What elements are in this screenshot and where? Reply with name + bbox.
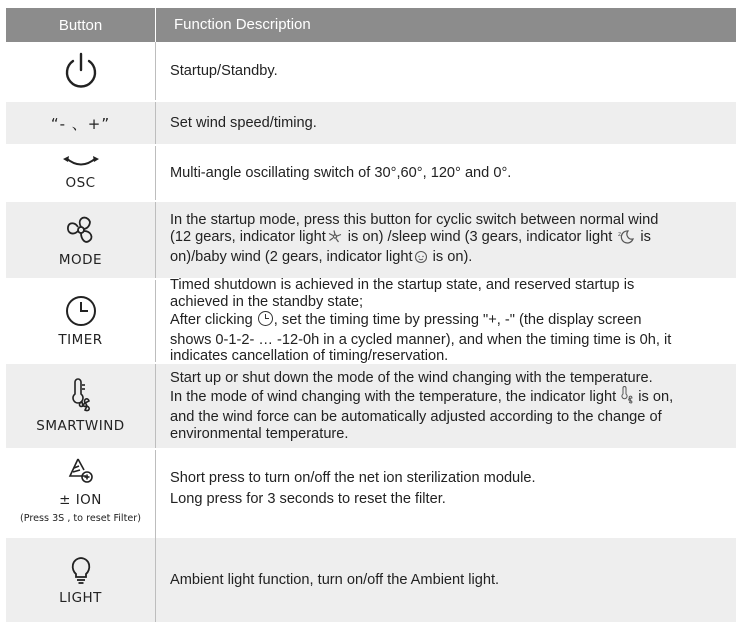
clock-icon [64,294,98,328]
oscillate-arrows-icon [61,155,101,171]
smartwind-indicator-icon [620,386,634,409]
row-description: Ambient light function, turn on/off the Ambient light. [170,571,500,588]
clock-inline-icon [257,310,274,332]
table-row-speed [6,102,736,144]
button-label: LIGHT [59,590,102,606]
ion-icon [66,456,96,486]
row-description: Short press to turn on/off the net ion sterilization module. [170,470,536,486]
mode-swirl-icon [63,212,99,248]
svg-text:z: z [618,231,622,239]
table-header [6,8,736,42]
bulb-icon [68,554,94,586]
table-row-smartwind: SMARTWIND Start up or shut down the mode of the wind changing with the temperature. In the mode of wind changing with the temperature, the indicator light is on, and the wind force can be automatically adjusted according to the change of environmental temperature. [6,364,736,448]
button-note: (Press 3S , to reset Filter) [20,513,141,524]
table-row-ion: ± ION (Press 3S , to reset Filter) Short press to turn on/off the net ion sterilization module. Long press for 3 seconds to reset the filter. [6,450,736,542]
row-description: In the startup mode, press this button for cyclic switch between normal wind [170,211,659,228]
baby-wind-indicator-icon [413,249,429,269]
button-label: MODE [58,252,103,268]
table-row-mode: MODE In the startup mode, press this button for cyclic switch between normal wind (12 gears, indicator light is on) /sleep wind (3 gears, indicator light z is on)/baby wind (2 gears, indicator light is on). [6,202,736,278]
table-row-light [6,538,736,622]
table-row-osc [6,146,736,200]
button-label: TIMER [58,332,103,348]
row-description: Set wind speed/timing. [170,114,317,131]
normal-wind-indicator-icon [326,229,344,249]
table-row-power [6,42,736,100]
table-row-timer: TIMER Timed shutdown is achieved in the startup state, and reserved startup is achieved in the standby state; After clicking , set the timing time by pressing "+, -" (the display screen shows 0-1-2- … -12-0h in a cycled manner), and when the timing time is 0h, it indicates cancellation of timing/reservation. [6,280,736,362]
power-icon [61,51,101,91]
row-description: Timed shutdown is achieved in the startup state, and reserved startup is [170,277,635,294]
header-description: Function Description [174,15,311,33]
button-label: OSC [65,175,96,191]
row-description: Multi-angle oscillating switch of 30°,60°, 120° and 0°. [170,164,512,181]
row-description: Start up or shut down the mode of the wind changing with the temperature. [170,369,653,386]
sleep-wind-indicator-icon [616,228,636,249]
button-label: ± ION [59,492,102,508]
header-button: Button [6,8,156,42]
row-description: Startup/Standby. [170,62,278,79]
thermometer-fan-icon [67,378,95,414]
button-label: SMARTWIND [36,418,125,434]
minus-plus-label: “- 、+” [50,114,111,133]
